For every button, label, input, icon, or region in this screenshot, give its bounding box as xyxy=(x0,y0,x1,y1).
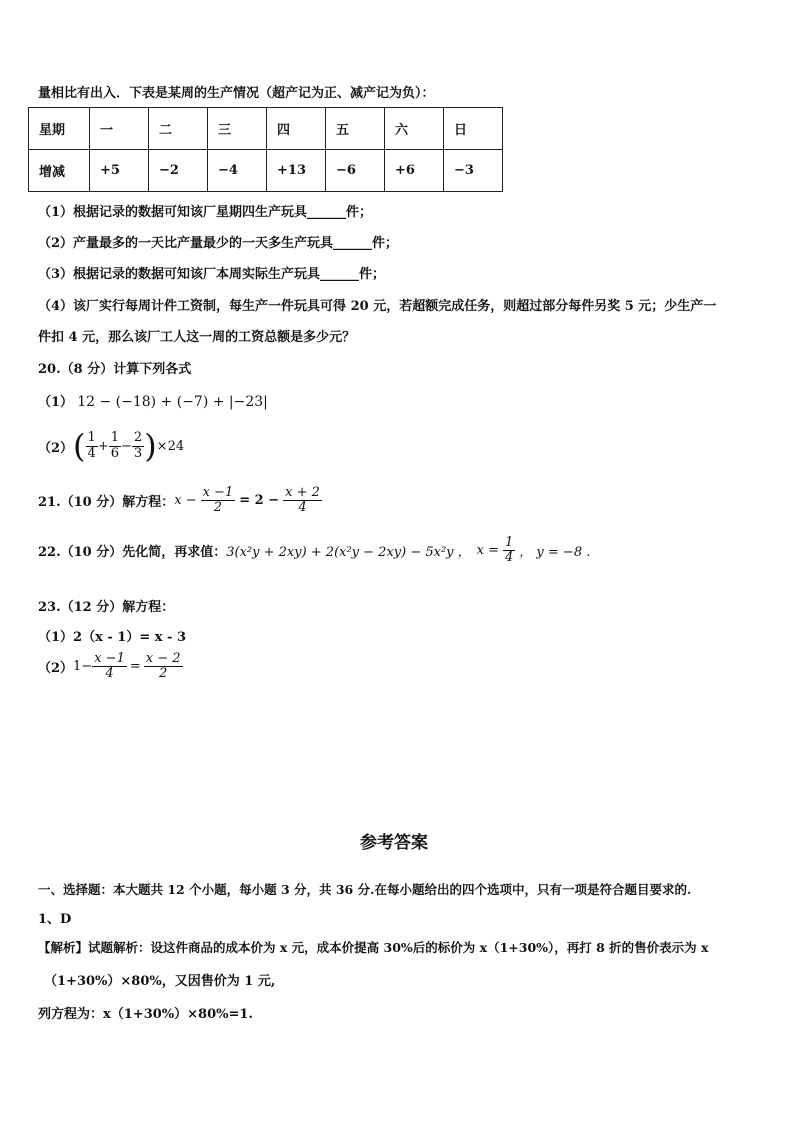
q23-part2 xyxy=(38,652,183,682)
table-cell: −2 xyxy=(149,150,208,192)
q23-part2-label: （2） xyxy=(38,661,74,677)
fraction-numerator: x −1 xyxy=(202,485,234,500)
fraction-denominator: 6 xyxy=(110,445,119,461)
fraction xyxy=(283,486,322,516)
table-cell: 一 xyxy=(90,108,149,150)
analysis-line2: （1+30%）×80%，又因售价为 1 元, xyxy=(44,974,276,989)
fraction xyxy=(201,486,236,516)
q22-expression: 3(x²y + 2xy) + 2(x²y − 2xy) − 5x²y ， xyxy=(226,545,471,561)
fraction-denominator: 4 xyxy=(87,445,96,461)
analysis-line1: 【解析】试题解析：设这件商品的成本价为 x 元，成本价提高 30%后的标价为 x（1+30%），再打 8 折的售价表示为 x xyxy=(38,940,709,955)
fraction-denominator: 2 xyxy=(159,666,168,682)
q21 xyxy=(38,486,322,516)
q20-part1 xyxy=(38,391,268,410)
fraction-denominator: 4 xyxy=(105,666,114,682)
q19-part4-line2: 件扣 4 元，那么该厂工人这一周的工资总额是多少元？ xyxy=(38,330,356,345)
q20-part1-expression: 12 − (−18) + (−7) + |−23| xyxy=(77,394,268,410)
fraction xyxy=(132,431,144,461)
fraction-numerator: x + 2 xyxy=(285,485,320,500)
table-cell: 日 xyxy=(444,108,503,150)
q21-mid: = 2 − xyxy=(239,493,280,509)
table-row xyxy=(29,108,503,150)
table-cell: 增减 xyxy=(29,150,90,192)
table-cell: +13 xyxy=(267,150,326,192)
table-cell: 二 xyxy=(149,108,208,150)
q19-part3: （3）根据记录的数据可知该厂本周实际生产玩具______件； xyxy=(38,267,386,282)
q23-part2-one: 1− xyxy=(73,659,93,675)
q19-part2: （2）产量最多的一天比产量最少的一天多生产玩具______件； xyxy=(38,236,399,251)
table-cell: 六 xyxy=(385,108,444,150)
answers-section-heading: 一、选择题：本大题共 12 个小题，每小题 3 分，共 36 分.在每小题给出的四个选项中，只有一项是符合题目要求的. xyxy=(38,882,692,897)
fraction-numerator: x −1 xyxy=(94,651,125,666)
plus-sign: + xyxy=(97,438,109,454)
table-cell: 三 xyxy=(208,108,267,150)
table-cell: −3 xyxy=(444,150,503,192)
q20-part2-tail: ×24 xyxy=(156,438,185,454)
fraction-numerator: 1 xyxy=(110,430,119,446)
q21-x: x − xyxy=(174,493,197,509)
equals-sign: = xyxy=(129,659,141,675)
fraction xyxy=(86,431,98,461)
table-cell: 星期 xyxy=(29,108,90,150)
paren-close: ) xyxy=(144,427,157,465)
q22-heading: 22.（10 分）先化简，再求值： xyxy=(38,545,227,561)
answer-equation: 列方程为：x（1+30%）×80%=1. xyxy=(38,1007,253,1022)
q22-y-equals: ， y = −8 . xyxy=(519,545,591,561)
paren-open: ( xyxy=(73,427,86,465)
q22 xyxy=(38,536,590,566)
q23-part1: （1）2（x - 1）= x - 3 xyxy=(38,630,186,645)
q19-part1: （1）根据记录的数据可知该厂星期四生产玩具______件； xyxy=(38,205,373,220)
table-row xyxy=(29,150,503,192)
fraction-numerator: 2 xyxy=(133,430,143,446)
q20-part2-label: （2） xyxy=(38,440,74,456)
table-cell: +5 xyxy=(90,150,149,192)
production-table xyxy=(28,107,503,192)
fraction-denominator: 4 xyxy=(505,550,514,566)
fraction-denominator: 2 xyxy=(213,500,223,516)
fraction-denominator: 4 xyxy=(298,500,307,516)
answer-1: 1、D xyxy=(38,912,72,927)
q22-x-equals: x = xyxy=(476,543,500,559)
fraction-numerator: x − 2 xyxy=(145,651,181,666)
q23-heading: 23.（12 分）解方程： xyxy=(38,600,175,615)
table-cell: −4 xyxy=(208,150,267,192)
q20-heading: 20.（8 分）计算下列各式 xyxy=(38,362,192,377)
fraction xyxy=(503,536,515,566)
q20-part1-label: （1） xyxy=(38,395,74,410)
table-cell: −6 xyxy=(326,150,385,192)
q19-part4-line1: （4）该厂实行每周计件工资制，每生产一件玩具可得 20 元，若超额完成任务，则超过部分每件另奖 5 元；少生产一 xyxy=(38,299,717,314)
fraction-denominator: 3 xyxy=(133,445,143,461)
answers-title: 参考答案 xyxy=(360,833,428,853)
intro-text: 量相比有出入．下表是某周的生产情况（超产记为正、减产记为负）： xyxy=(38,86,435,101)
q20-part2 xyxy=(38,427,185,465)
fraction-numerator: 1 xyxy=(87,430,96,446)
fraction xyxy=(92,652,127,682)
table-cell: +6 xyxy=(385,150,444,192)
minus-sign: − xyxy=(121,438,132,454)
table-cell: 四 xyxy=(267,108,326,150)
fraction-numerator: 1 xyxy=(505,535,514,550)
fraction xyxy=(109,431,121,461)
q21-heading: 21.（10 分）解方程： xyxy=(38,495,175,511)
table-cell: 五 xyxy=(326,108,385,150)
fraction xyxy=(144,652,183,682)
